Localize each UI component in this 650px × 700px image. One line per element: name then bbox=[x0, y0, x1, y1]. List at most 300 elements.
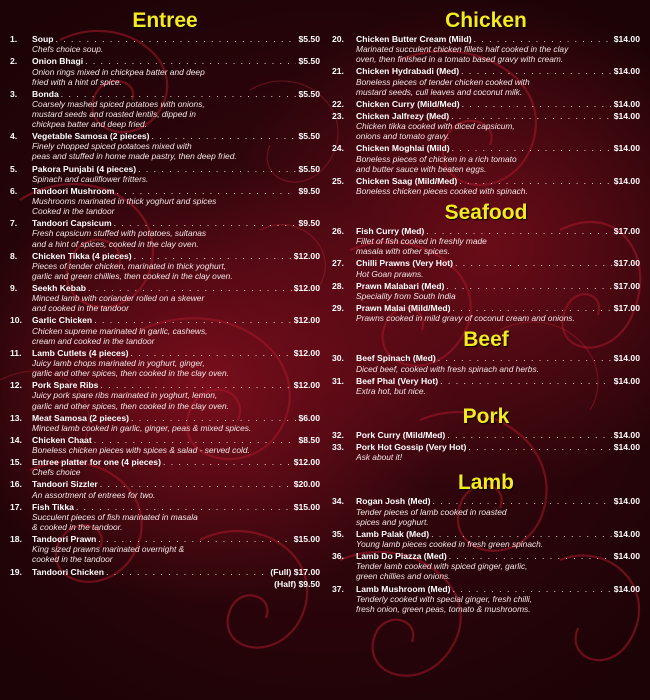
item-price: $12.00 bbox=[293, 283, 320, 294]
menu-item-line bbox=[332, 529, 640, 539]
item-name: Beef Spinach (Med) bbox=[356, 353, 436, 364]
menu-item bbox=[332, 430, 640, 440]
dot-leader bbox=[61, 89, 297, 99]
menu-item bbox=[332, 176, 640, 196]
item-description-line: Boneless pieces of chicken in a rich tomato bbox=[356, 153, 517, 164]
item-name: Chicken Moghlai (Mild) bbox=[356, 143, 450, 154]
item-description-line: garlic and other spices, then cooked in the clay oven. bbox=[32, 368, 229, 379]
item-description-line: Finely chopped spiced potatoes mixed with bbox=[32, 141, 192, 152]
menu-item bbox=[332, 99, 640, 109]
menu-item bbox=[10, 34, 320, 54]
dot-leader bbox=[459, 176, 611, 186]
menu-item-line bbox=[10, 479, 320, 489]
menu-item bbox=[10, 457, 320, 477]
menu-item bbox=[10, 131, 320, 161]
menu-item-line bbox=[332, 303, 640, 313]
item-description bbox=[332, 561, 640, 581]
item-description bbox=[332, 291, 640, 301]
item-number: 5. bbox=[10, 163, 18, 174]
item-description-line: Prawns cooked in mild gravy of coconut cream and onions. bbox=[356, 313, 575, 324]
item-number: 24. bbox=[332, 143, 344, 154]
dot-leader bbox=[163, 457, 292, 467]
item-name: Garlic Chicken bbox=[32, 315, 93, 326]
menu-item-line bbox=[332, 442, 640, 452]
menu-item bbox=[332, 353, 640, 373]
item-description bbox=[10, 67, 320, 87]
item-number: 25. bbox=[332, 175, 344, 186]
beef-heading: Beef bbox=[463, 328, 509, 352]
item-number: 28. bbox=[332, 280, 344, 291]
item-description bbox=[10, 358, 320, 378]
lamb-list bbox=[332, 496, 640, 613]
menu-item bbox=[332, 496, 640, 526]
item-price: $14.00 bbox=[613, 429, 640, 440]
item-price: $12.00 bbox=[293, 250, 320, 261]
item-name: Pakora Punjabi (4 pieces) bbox=[32, 163, 137, 174]
menu-item bbox=[332, 584, 640, 614]
menu-item bbox=[332, 66, 640, 96]
menu-item-line bbox=[332, 111, 640, 121]
item-description bbox=[332, 44, 640, 64]
lamb-heading: Lamb bbox=[457, 471, 514, 495]
dot-leader bbox=[100, 479, 292, 489]
menu-item-line bbox=[10, 435, 320, 445]
item-number: 22. bbox=[332, 98, 344, 109]
item-number: 27. bbox=[332, 258, 344, 269]
item-price: $12.00 bbox=[293, 457, 320, 468]
item-name: Onion Bhagi bbox=[32, 56, 84, 67]
menu-item bbox=[332, 442, 640, 462]
item-price: $6.00 bbox=[298, 412, 320, 423]
dot-leader bbox=[455, 258, 612, 268]
entree-heading: Entree bbox=[132, 9, 198, 32]
menu-item bbox=[332, 258, 640, 278]
item-description-line: Boneless chicken pieces cooked with spinach. bbox=[356, 185, 528, 196]
item-description-line: green chillies and onions. bbox=[356, 571, 451, 582]
dot-leader bbox=[55, 34, 296, 44]
menu-item bbox=[10, 567, 320, 577]
item-number: 9. bbox=[10, 283, 18, 294]
menu-item-line bbox=[332, 258, 640, 268]
item-description bbox=[10, 293, 320, 313]
item-price: $14.00 bbox=[613, 110, 640, 121]
item-description-line: garlic and other spices, then cooked in the clay oven. bbox=[32, 400, 229, 411]
menu-item-line bbox=[332, 281, 640, 291]
menu-item bbox=[10, 164, 320, 184]
item-name: Vegetable Samosa (2 pieces) bbox=[32, 131, 150, 142]
item-description bbox=[332, 154, 640, 174]
menu-item-line bbox=[10, 567, 320, 577]
menu-item-line bbox=[10, 457, 320, 467]
pork-heading: Pork bbox=[462, 404, 510, 428]
item-price: (Full) $17.00 bbox=[270, 566, 320, 577]
item-description bbox=[10, 44, 320, 54]
item-description-line: Fillet of fish cooked in freshly made bbox=[356, 236, 487, 247]
item-description bbox=[10, 99, 320, 129]
item-description bbox=[10, 544, 320, 564]
item-description bbox=[332, 364, 640, 374]
dot-leader bbox=[114, 218, 297, 228]
dot-leader bbox=[452, 143, 612, 153]
menu-item-line bbox=[10, 34, 320, 44]
item-price: $12.00 bbox=[293, 380, 320, 391]
menu-item-line bbox=[332, 551, 640, 561]
item-description-line: Tender pieces of lamb cooked in roasted bbox=[356, 506, 507, 517]
dot-leader bbox=[426, 226, 611, 236]
item-number: 4. bbox=[10, 131, 18, 142]
dot-leader bbox=[100, 380, 291, 390]
item-price: $9.50 bbox=[298, 185, 320, 196]
item-description-line: Juicy pork spare ribs marinated in yoghurt, lemon, bbox=[32, 390, 218, 401]
item-number: 3. bbox=[10, 88, 18, 99]
item-price: $14.00 bbox=[613, 66, 640, 77]
menu-item bbox=[10, 315, 320, 345]
dot-leader bbox=[453, 584, 612, 594]
half-price: (Half) $9.50 bbox=[274, 578, 320, 589]
item-price: $14.00 bbox=[613, 98, 640, 109]
menu-item bbox=[10, 435, 320, 455]
dot-leader bbox=[432, 496, 611, 506]
item-description-line: and a hint of spices, cooked in the clay oven. bbox=[32, 238, 199, 249]
menu-item-line bbox=[10, 315, 320, 325]
item-number: 37. bbox=[332, 583, 344, 594]
item-name: Lamb Cutlets (4 pieces) bbox=[32, 347, 129, 358]
item-description-line: Spinach and cauliflower fritters. bbox=[32, 173, 149, 184]
item-name: Tandoori Prawn bbox=[32, 534, 97, 545]
menu-item bbox=[10, 534, 320, 564]
item-description-line: Onion rings mixed in chickpea batter and deep bbox=[32, 66, 205, 77]
dot-leader bbox=[462, 99, 612, 109]
item-name: Beef Phal (Very Hot) bbox=[356, 375, 439, 386]
item-name: Meat Samosa (2 pieces) bbox=[32, 412, 129, 423]
menu-item-line bbox=[10, 380, 320, 390]
dot-leader bbox=[130, 348, 291, 358]
item-number: 29. bbox=[332, 303, 344, 314]
menu-item bbox=[10, 218, 320, 248]
menu-item bbox=[10, 348, 320, 378]
item-price: $17.00 bbox=[613, 258, 640, 269]
item-description-line: cream and cooked in the tandoor bbox=[32, 335, 155, 346]
item-description-line: spices and yoghurt. bbox=[356, 516, 429, 527]
menu-item-line bbox=[332, 496, 640, 506]
item-description-line: Minced lamb with coriander rolled on a skewer bbox=[32, 293, 205, 304]
menu-item-line bbox=[10, 218, 320, 228]
item-number: 31. bbox=[332, 375, 344, 386]
item-description-line: Tenderly cooked with special ginger, fresh chilli, bbox=[356, 593, 533, 604]
seafood-list bbox=[332, 226, 640, 323]
item-price: $9.50 bbox=[298, 218, 320, 229]
item-description bbox=[332, 186, 640, 196]
menu-item-line bbox=[10, 348, 320, 358]
item-name: Prawn Malai (Mild/Med) bbox=[356, 303, 451, 314]
item-name: Fish Curry (Med) bbox=[356, 226, 425, 237]
item-description-line: Cooked in the tandoor bbox=[32, 206, 115, 217]
item-description bbox=[10, 261, 320, 281]
dot-leader bbox=[131, 413, 297, 423]
item-description-line: mustard seeds, cull leaves and coconut milk. bbox=[356, 86, 523, 97]
item-name: Chicken Jalfrezy (Med) bbox=[356, 110, 450, 121]
item-name: Lamb Palak (Med) bbox=[356, 528, 430, 539]
menu-item-line bbox=[10, 251, 320, 261]
menu-item-line bbox=[332, 143, 640, 153]
item-description bbox=[332, 121, 640, 141]
item-number: 16. bbox=[10, 479, 22, 490]
menu-item bbox=[10, 251, 320, 281]
item-description bbox=[332, 236, 640, 256]
menu-item bbox=[10, 186, 320, 216]
item-number: 11. bbox=[10, 347, 22, 358]
item-description-line: and butter sauce with beaten eggs. bbox=[356, 163, 487, 174]
item-description bbox=[10, 174, 320, 184]
item-name: Tandoori Mushroom bbox=[32, 185, 115, 196]
item-name: Chicken Saag (Mild/Med) bbox=[356, 175, 458, 186]
item-number: 33. bbox=[332, 442, 344, 453]
item-description bbox=[10, 423, 320, 433]
menu-item-line bbox=[10, 502, 320, 512]
half-price-line bbox=[10, 579, 320, 589]
menu-item bbox=[332, 303, 640, 323]
item-number: 10. bbox=[10, 315, 22, 326]
dot-leader bbox=[468, 442, 611, 452]
item-number: 1. bbox=[10, 34, 18, 44]
item-name: Chicken Tikka (4 pieces) bbox=[32, 250, 132, 261]
item-price: $14.00 bbox=[613, 528, 640, 539]
entree-column bbox=[10, 8, 320, 589]
item-number: 23. bbox=[332, 110, 344, 121]
item-description bbox=[10, 228, 320, 248]
pork-list bbox=[332, 430, 640, 463]
item-description-line: peas and stuffed in home made pastry, then deep fried. bbox=[32, 151, 237, 162]
item-number: 12. bbox=[10, 380, 22, 391]
item-description-line: Boneless chicken pieces with spices & salad - served cold. bbox=[32, 445, 250, 456]
item-name: Chicken Chaat bbox=[32, 434, 92, 445]
item-description bbox=[10, 390, 320, 410]
menu-item-line bbox=[332, 584, 640, 594]
item-number: 6. bbox=[10, 185, 18, 196]
item-price: $8.50 bbox=[298, 434, 320, 445]
item-price: $17.00 bbox=[613, 280, 640, 291]
item-description-line: Chicken tikka cooked with diced capsicum, bbox=[356, 121, 515, 132]
item-price: $14.00 bbox=[613, 353, 640, 364]
item-description-line: Succulent pieces of fish marinated in masala bbox=[32, 511, 198, 522]
item-description-line: & cooked in the tandoor. bbox=[32, 522, 123, 533]
menu-item bbox=[10, 413, 320, 433]
item-description-line: Minced lamb cooked in garlic, ginger, peas & mixed spices. bbox=[32, 422, 252, 433]
menu-item-line bbox=[332, 226, 640, 236]
item-description-line: Juicy lamb chops marinated in yoghurt, ginger, bbox=[32, 358, 205, 369]
menu-item bbox=[10, 479, 320, 499]
item-description-line: Speciality from South India bbox=[356, 290, 456, 301]
dot-leader bbox=[446, 281, 611, 291]
item-description-line: An assortment of entrees for two. bbox=[32, 489, 156, 500]
item-number: 13. bbox=[10, 412, 22, 423]
dot-leader bbox=[85, 56, 296, 66]
dot-leader bbox=[106, 567, 268, 577]
item-description bbox=[10, 141, 320, 161]
item-number: 32. bbox=[332, 429, 344, 440]
item-description bbox=[10, 445, 320, 455]
dot-leader bbox=[438, 353, 612, 363]
item-number: 7. bbox=[10, 218, 18, 229]
item-price: $15.00 bbox=[293, 534, 320, 545]
menu-item-line bbox=[10, 413, 320, 423]
item-description-line: Mushrooms marinated in thick yoghurt and spices bbox=[32, 196, 217, 207]
menu-item-line bbox=[332, 376, 640, 386]
menu-item-line bbox=[10, 89, 320, 99]
dot-leader bbox=[474, 34, 612, 44]
item-name: Entree platter for one (4 pieces) bbox=[32, 457, 161, 468]
menu-item-line bbox=[332, 176, 640, 186]
item-description-line: cooked in the tandoor bbox=[32, 554, 113, 565]
item-description-line: fresh onion, green peas, tomato & mushrooms. bbox=[356, 603, 531, 614]
item-description-line: oven, then finished in a tomato based gravy with cream. bbox=[356, 54, 564, 65]
dot-leader bbox=[431, 529, 612, 539]
item-description bbox=[10, 490, 320, 500]
item-description bbox=[332, 269, 640, 279]
item-description-line: mustard seeds and roasted lentils, dipped in bbox=[32, 108, 196, 119]
dot-leader bbox=[138, 164, 296, 174]
dot-leader bbox=[461, 66, 612, 76]
item-price: $12.00 bbox=[293, 315, 320, 326]
item-name: Soup bbox=[32, 34, 54, 44]
item-description-line: Young lamb pieces cooked in fresh green spinach. bbox=[356, 539, 544, 550]
item-number: 19. bbox=[10, 566, 22, 577]
menu-item bbox=[10, 89, 320, 129]
item-name: Bonda bbox=[32, 88, 59, 99]
item-number: 21. bbox=[332, 66, 344, 77]
menu-item-line bbox=[10, 534, 320, 544]
dot-leader bbox=[94, 435, 297, 445]
menu-item bbox=[332, 376, 640, 396]
menu-item bbox=[10, 380, 320, 410]
item-price: $5.50 bbox=[298, 131, 320, 142]
chicken-heading: Chicken bbox=[445, 9, 527, 32]
item-description bbox=[332, 507, 640, 527]
menu-item-line bbox=[10, 164, 320, 174]
dot-leader bbox=[447, 430, 611, 440]
menu-item bbox=[332, 529, 640, 549]
item-price: $15.00 bbox=[293, 501, 320, 512]
menu-item bbox=[10, 502, 320, 532]
item-price: $17.00 bbox=[613, 226, 640, 237]
item-description-line: Marinated succulent chicken fillets half cooked in the clay bbox=[356, 44, 569, 55]
item-name: Pork Hot Gossip (Very Hot) bbox=[356, 442, 467, 453]
item-price: $17.00 bbox=[613, 303, 640, 314]
item-description bbox=[332, 386, 640, 396]
item-name: Prawn Malabari (Med) bbox=[356, 280, 445, 291]
item-price: $14.00 bbox=[613, 175, 640, 186]
item-number: 17. bbox=[10, 501, 22, 512]
menu-item bbox=[10, 283, 320, 313]
chicken-list bbox=[332, 34, 640, 196]
menu-item-line bbox=[332, 430, 640, 440]
menu-item bbox=[10, 56, 320, 86]
item-description-line: chickpea batter and deep fried. bbox=[32, 119, 148, 130]
item-number: 20. bbox=[332, 34, 344, 44]
menu-item bbox=[332, 226, 640, 256]
item-number: 34. bbox=[332, 496, 344, 507]
item-name: Pork Curry (Mild/Med) bbox=[356, 429, 446, 440]
dot-leader bbox=[94, 315, 292, 325]
beef-list bbox=[332, 353, 640, 396]
item-description-line: and cooked in the tandoor bbox=[32, 303, 129, 314]
item-name: Tandoori Capsicum bbox=[32, 218, 112, 229]
dot-leader bbox=[116, 186, 296, 196]
dot-leader bbox=[449, 551, 612, 561]
item-price: $5.50 bbox=[298, 56, 320, 67]
item-name: Pork Spare Ribs bbox=[32, 380, 99, 391]
item-description bbox=[332, 77, 640, 97]
item-description-line: onions and tomato gravy. bbox=[356, 131, 450, 142]
item-description bbox=[10, 512, 320, 532]
menu-item-line bbox=[332, 66, 640, 76]
item-name: Seekh Kebab bbox=[32, 283, 86, 294]
item-description-line: Chicken supreme marinated in garlic, cashews, bbox=[32, 325, 208, 336]
item-number: 14. bbox=[10, 434, 22, 445]
item-name: Chicken Butter Cream (Mild) bbox=[356, 34, 472, 44]
item-description bbox=[332, 539, 640, 549]
item-description-line: Ask about it! bbox=[356, 452, 403, 463]
item-description-line: Hot Goan prawns. bbox=[356, 268, 424, 279]
menu-item bbox=[332, 281, 640, 301]
menu-item-line bbox=[332, 34, 640, 44]
item-description-line: fried with a hint of spice. bbox=[32, 76, 122, 87]
item-description-line: Boneless pieces of tender chicken cooked with bbox=[356, 76, 530, 87]
item-description-line: Pieces of tender chicken, marinated in thick yoghurt, bbox=[32, 260, 227, 271]
item-name: Lamb Mushroom (Med) bbox=[356, 583, 451, 594]
item-price: $5.50 bbox=[298, 88, 320, 99]
item-number: 30. bbox=[332, 353, 344, 364]
item-price: $14.00 bbox=[613, 583, 640, 594]
item-name: Lamb Do Piazza (Med) bbox=[356, 551, 447, 562]
item-number: 15. bbox=[10, 457, 22, 468]
item-name: Tandoori Chicken bbox=[32, 566, 104, 577]
item-number: 26. bbox=[332, 226, 344, 237]
seafood-heading: Seafood bbox=[444, 201, 528, 225]
item-price: $14.00 bbox=[613, 551, 640, 562]
item-price: $14.00 bbox=[613, 34, 640, 44]
menu-item bbox=[332, 143, 640, 173]
item-description-line: Chefs choice bbox=[32, 467, 81, 478]
item-name: Chilli Prawns (Very Hot) bbox=[356, 258, 453, 269]
item-description bbox=[10, 326, 320, 346]
menu-item bbox=[332, 111, 640, 141]
item-description bbox=[332, 594, 640, 614]
item-number: 8. bbox=[10, 250, 18, 261]
menu-item bbox=[332, 34, 640, 64]
item-description bbox=[332, 452, 640, 462]
item-description-line: masala with other spices. bbox=[356, 246, 451, 257]
dot-leader bbox=[451, 111, 612, 121]
item-price: $14.00 bbox=[613, 496, 640, 507]
item-price: $14.00 bbox=[613, 442, 640, 453]
item-price: $14.00 bbox=[613, 375, 640, 386]
item-description bbox=[332, 313, 640, 323]
item-description bbox=[10, 467, 320, 477]
dot-leader bbox=[152, 131, 297, 141]
dot-leader bbox=[134, 251, 292, 261]
item-description-line: Chefs choice soup. bbox=[32, 44, 104, 55]
entree-list bbox=[10, 34, 320, 577]
item-name: Fish Tikka bbox=[32, 501, 74, 512]
item-description-line: King sized prawns marinated overnight & bbox=[32, 544, 185, 555]
dot-leader bbox=[453, 303, 612, 313]
item-name: Chicken Hydrabadi (Med) bbox=[356, 66, 460, 77]
menu-item bbox=[332, 551, 640, 581]
item-description-line: Fresh capsicum stuffed with potatoes, sultanas bbox=[32, 228, 207, 239]
menu-item-line bbox=[10, 186, 320, 196]
item-price: $5.50 bbox=[298, 163, 320, 174]
